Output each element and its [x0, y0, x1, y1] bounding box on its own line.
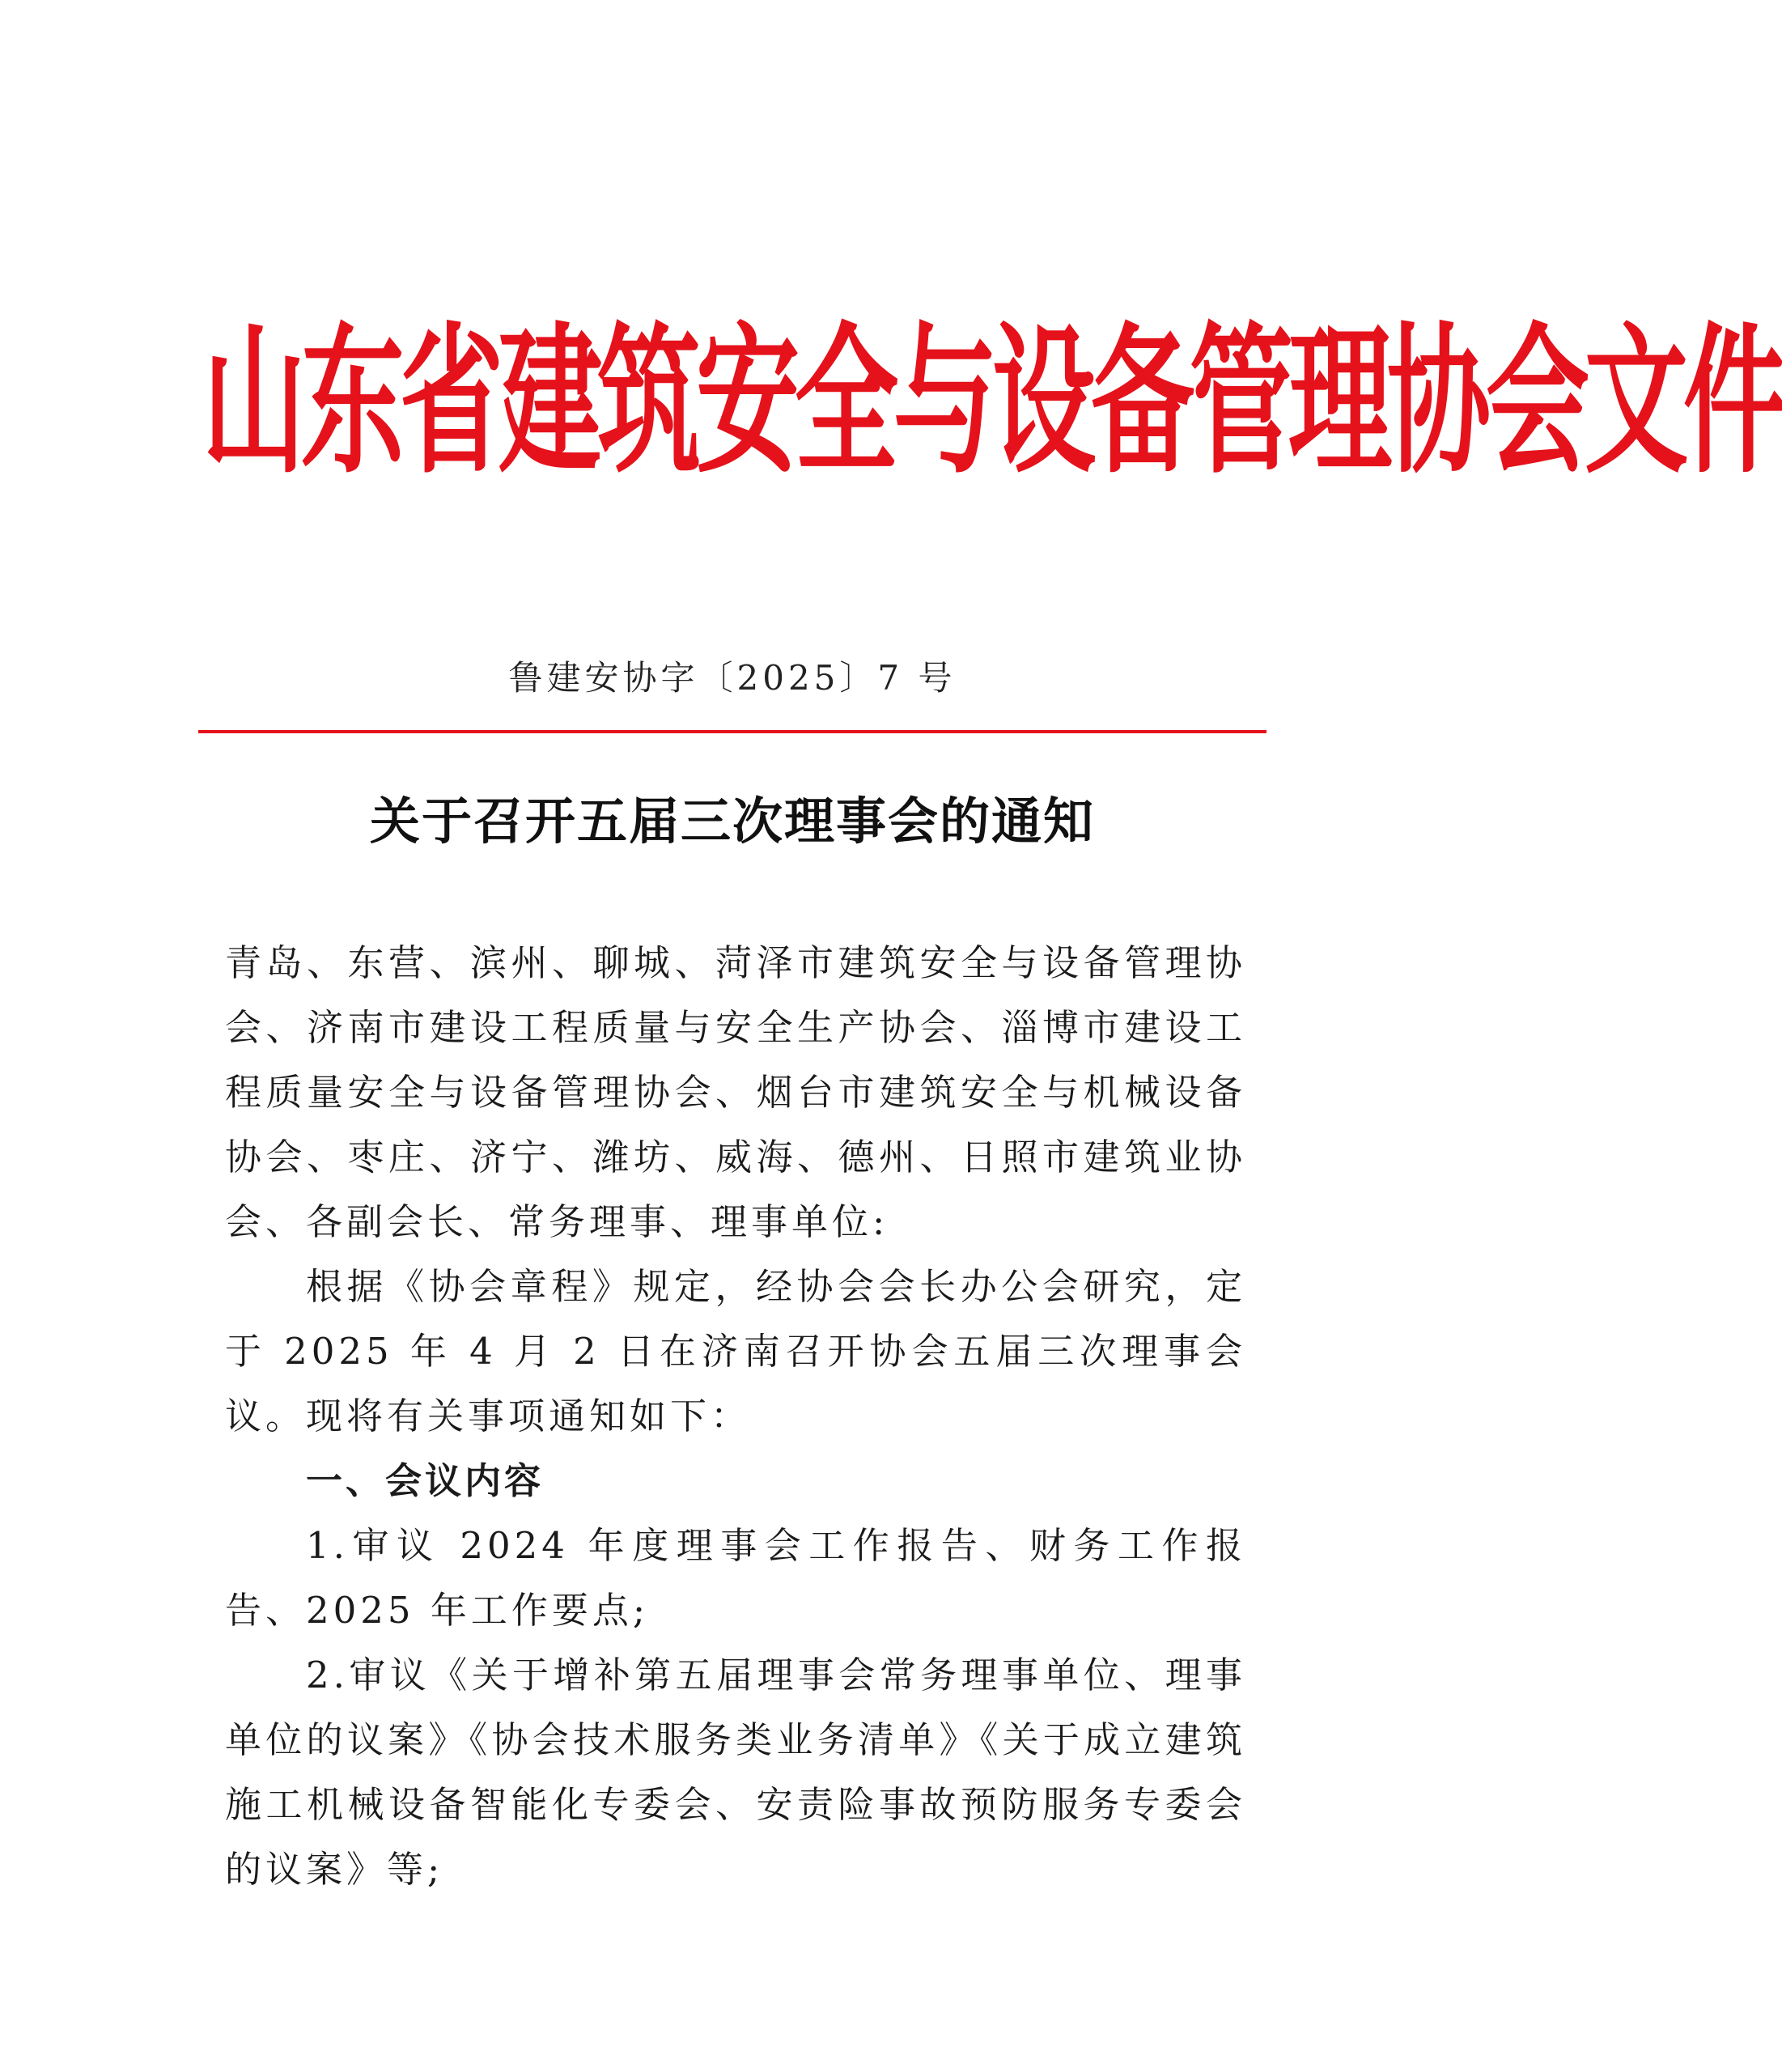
list-item-2: 2.审议《关于增补第五届理事会常务理事单位、理事单位的议案》《协会技术服务类业务清单》《关于成立建筑施工机械设备智能化专委会、安责险事故预防服务专委会的议案》等;	[225, 1654, 1246, 1891]
masthead-title: 山东省建筑安全与设备管理协会文件	[202, 308, 1782, 496]
intro-paragraph: 根据《协会章程》规定，经协会会长办公会研究，定于 2025 年 4 月 2 日在济南召开协会五届三次理事会议。现将有关事项通知如下：	[225, 1265, 1246, 1437]
salutation-paragraph: 青岛、东营、滨州、聊城、菏泽市建筑安全与设备管理协会、济南市建设工程质量与安全生产协会、淄博市建设工程质量安全与设备管理协会、烟台市建筑安全与机械设备协会、枣庄、济宁、潍坊、威海、德州、日照市建筑业协会、各副会长、常务理事、理事单位:	[225, 941, 1246, 1243]
masthead	[202, 308, 1782, 496]
section-heading-meeting-content: 一、会议内容	[306, 1459, 545, 1502]
red-divider-line	[198, 730, 1266, 733]
list-item-1: 1.审议 2024 年度理事会工作报告、财务工作报告、2025 年工作要点;	[225, 1524, 1246, 1632]
notice-body	[225, 931, 1246, 1902]
document-number: 鲁建安协字〔2025〕7 号	[508, 658, 957, 698]
notice-title: 关于召开五届三次理事会的通知	[369, 792, 1095, 851]
